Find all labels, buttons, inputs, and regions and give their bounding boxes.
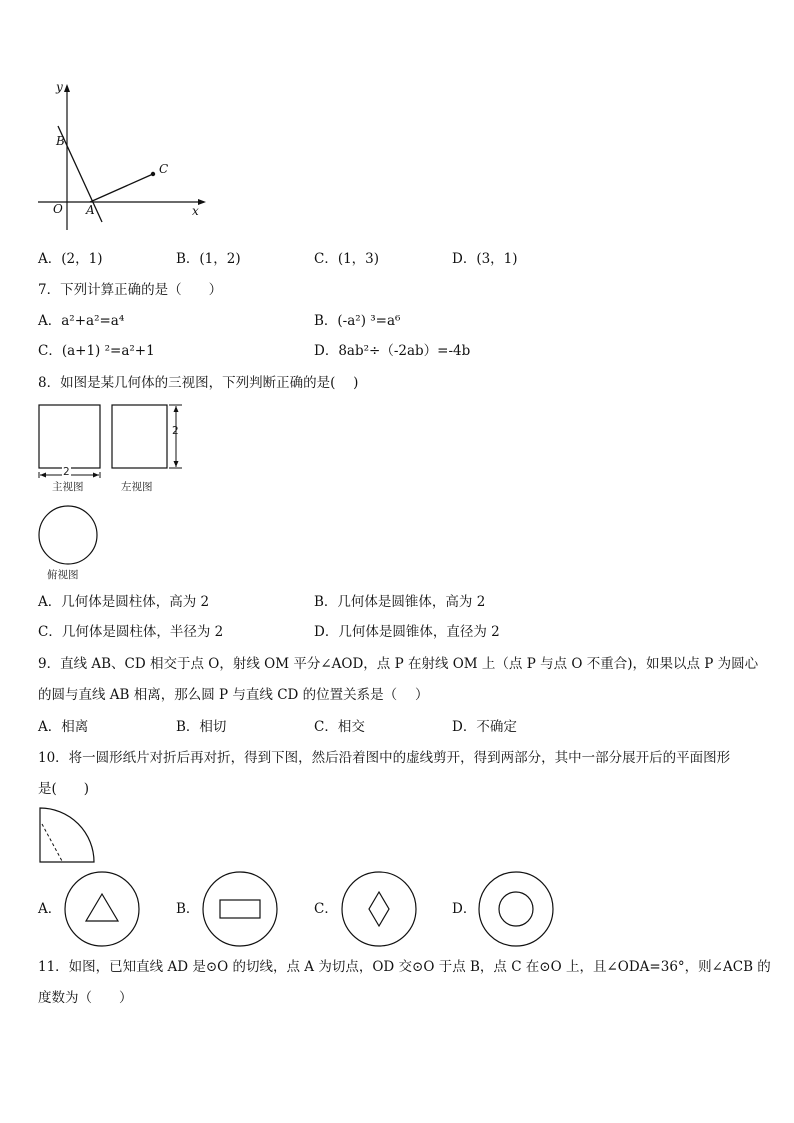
q6-label-y: y [56, 80, 63, 94]
q10-folded-paper-figure [38, 806, 98, 866]
q8-front-view-label: 主视图 [52, 481, 84, 493]
q9-option-b: B．相切 [176, 719, 227, 735]
q10-option-d-figure [477, 870, 555, 948]
q7-stem: 7．下列计算正确的是（ ） [38, 282, 223, 298]
q10-option-b-figure [201, 870, 279, 948]
q10-option-d-label: D． [452, 901, 477, 917]
q6-label-b: B [56, 134, 65, 148]
q10-stem-line1: 10．将一圆形纸片对折后再对折，得到下图，然后沿着图中的虚线剪开，得到两部分，其中一部分展开后的平面图形 [38, 750, 731, 766]
q10-option-a-label: A． [38, 901, 62, 917]
q6-label-o: O [53, 202, 63, 216]
q8-top-view-label: 俯视图 [47, 569, 79, 581]
q10-option-a-figure [63, 870, 141, 948]
q10-option-c-label: C． [314, 901, 338, 917]
q8-option-c: C．几何体是圆柱体，半径为 2 [38, 624, 224, 640]
q6-label-c: C [159, 162, 169, 176]
q8-dim-width: 2 [63, 466, 70, 478]
q8-option-a: A．几何体是圆柱体，高为 2 [38, 594, 210, 610]
q9-option-a: A．相离 [38, 719, 89, 735]
q10-stem-line2: 是( ) [38, 781, 90, 797]
q7-option-b: B．(-a²) ³=a⁶ [314, 313, 401, 329]
q6-option-a: A．(2，1) [38, 251, 103, 267]
q6-option-d: D．(3，1) [452, 251, 518, 267]
q7-option-d: D．8ab²÷（-2ab）=-4b [314, 343, 471, 359]
q6-label-x: x [192, 204, 199, 218]
q7-option-c: C．(a+1) ²=a²+1 [38, 343, 155, 359]
q6-label-a: A [86, 203, 95, 217]
q7-option-a: A．a²+a²=a⁴ [38, 313, 125, 329]
q10-option-b-label: B． [176, 901, 200, 917]
q8-option-b: B．几何体是圆锥体，高为 2 [314, 594, 486, 610]
q8-dim-height: 2 [172, 425, 179, 437]
q6-option-c: C．(1，3) [314, 251, 380, 267]
q9-stem-line2: 的圆与直线 AB 相离，那么圆 P 与直线 CD 的位置关系是（ ） [38, 687, 429, 703]
q9-stem-line1: 9．直线 AB、CD 相交于点 O，射线 OM 平分∠AOD，点 P 在射线 OM 上（点 P 与点 O 不重合)，如果以点 P 为圆心 [38, 656, 759, 672]
q8-stem: 8．如图是某几何体的三视图，下列判断正确的是( ) [38, 375, 359, 391]
q11-stem-line1: 11．如图，已知直线 AD 是⊙O 的切线，点 A 为切点，OD 交⊙O 于点 B，点 C 在⊙O 上，且∠ODA=36°，则∠ACB 的 [38, 959, 771, 975]
q10-option-c-figure [340, 870, 418, 948]
q8-top-view-circle [37, 504, 99, 566]
q8-left-view-label: 左视图 [121, 481, 153, 493]
q9-option-c: C．相交 [314, 719, 365, 735]
q6-option-b: B．(1，2) [176, 251, 241, 267]
q8-option-d: D．几何体是圆锥体，直径为 2 [314, 624, 500, 640]
q11-stem-line2: 度数为（ ） [38, 990, 133, 1006]
q9-option-d: D．不确定 [452, 719, 517, 735]
q6-coordinate-figure [36, 82, 216, 232]
